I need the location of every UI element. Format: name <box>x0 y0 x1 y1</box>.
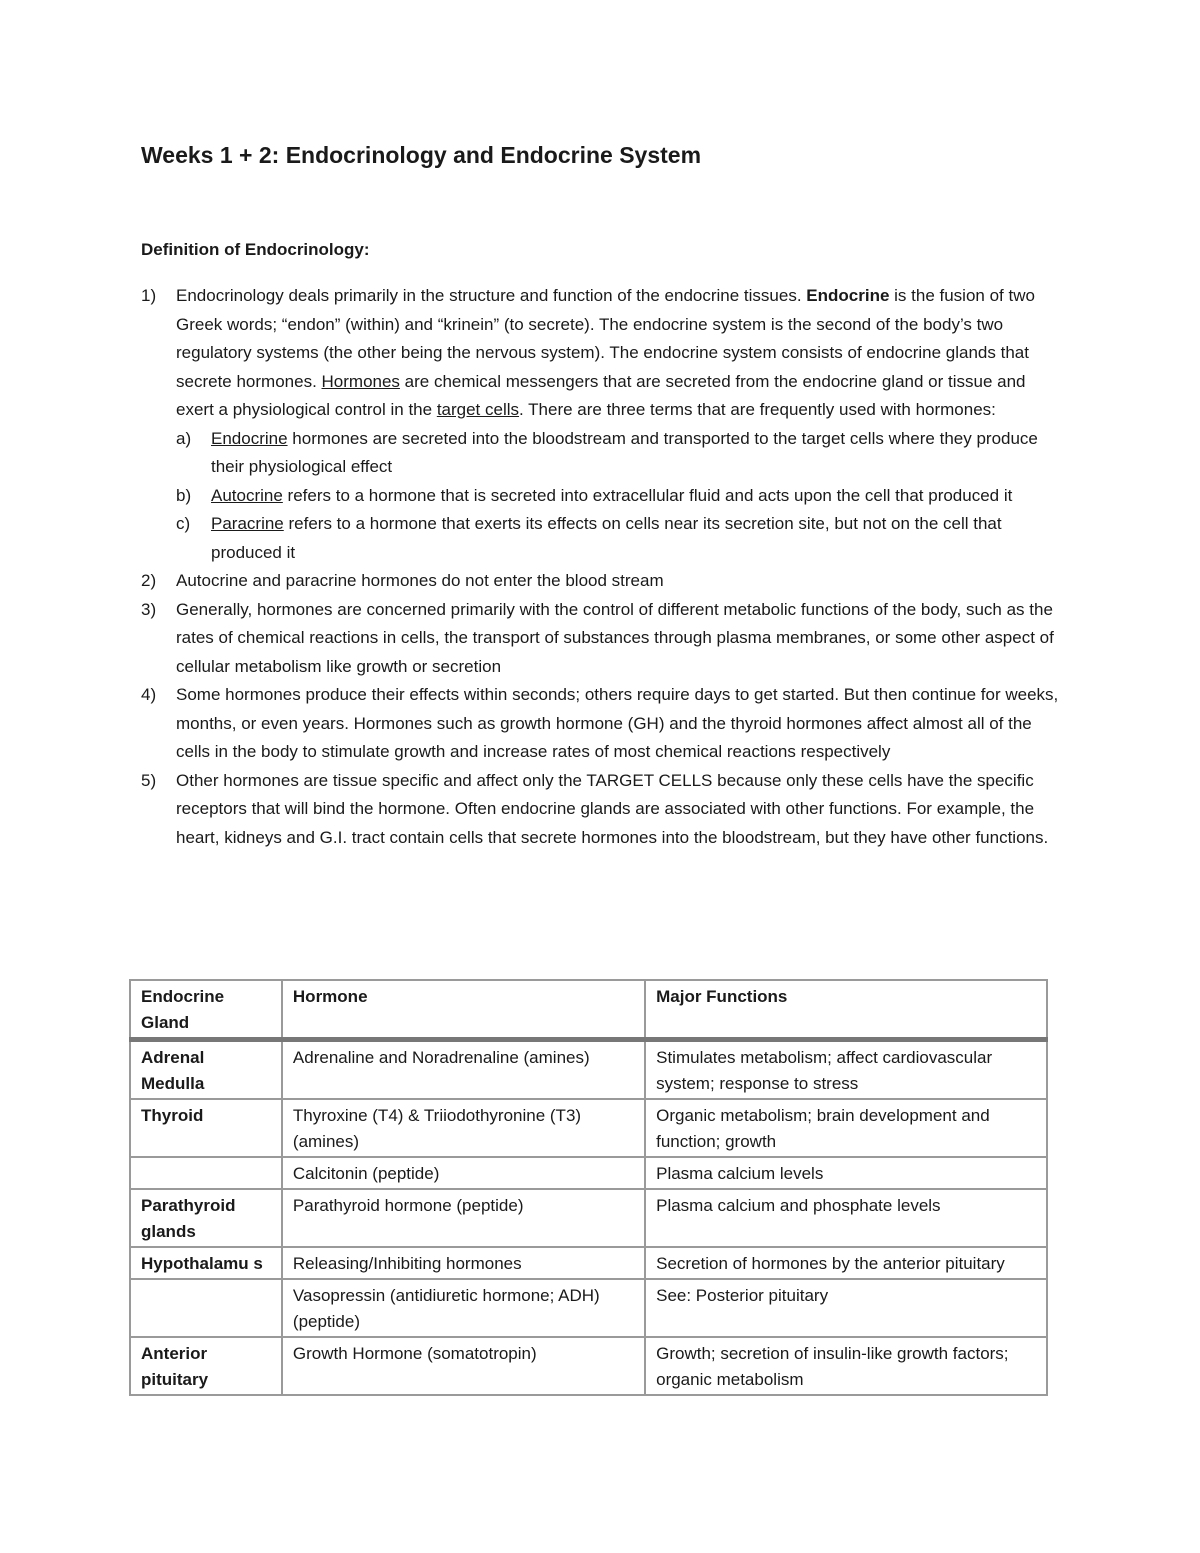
list-item-1 <box>141 282 1061 567</box>
definition-heading: Definition of Endocrinology: <box>141 240 370 259</box>
table-row <box>130 1279 1047 1337</box>
sub-text: refers to a hormone that exerts its effects on cells near its secretion site, but not on the cell that produced it <box>211 514 1002 562</box>
list-number: 3) <box>141 599 157 619</box>
gland-cell <box>130 1157 282 1189</box>
gland-cell: Thyroid <box>130 1099 282 1157</box>
sub-letter: a) <box>176 428 192 448</box>
hormone-cell: Growth Hormone (somatotropin) <box>282 1337 645 1395</box>
paragraph-text: Autocrine and paracrine hormones do not enter the blood stream <box>176 571 664 590</box>
list-number: 2) <box>141 571 157 590</box>
hormone-cell: Releasing/Inhibiting hormones <box>282 1247 645 1279</box>
term-paracrine: Paracrine <box>211 514 284 533</box>
sub-letter: b) <box>176 485 192 505</box>
table-row <box>130 1189 1047 1247</box>
paragraph-text: are chemical messengers that are secreted from the endocrine gland or tissue and exert a physiological control in the <box>176 371 1026 419</box>
endocrine-table <box>129 979 1048 1396</box>
table-row <box>130 1099 1047 1157</box>
gland-cell: Anterior pituitary <box>130 1337 282 1395</box>
table-header-row <box>130 980 1047 1040</box>
function-cell: See: Posterior pituitary <box>645 1279 1047 1337</box>
list-item-5 <box>141 767 1061 853</box>
term-target-cells: target cells <box>436 400 520 419</box>
term-endocrine-hormones: Endocrine <box>211 428 288 448</box>
header-major-functions: Major Functions <box>645 980 1047 1040</box>
paragraph-text: Generally, hormones are concerned primarily with the control of different metabolic functions of the body, such as the rates of chemical reactions in cells, the transport of substances through plasma membranes, or some other aspect of cellular metabolism like growth or secretion <box>176 599 1054 676</box>
gland-cell: Adrenal Medulla <box>130 1040 282 1100</box>
table-row <box>130 1157 1047 1189</box>
sub-text: refers to a hormone that is secreted into extracellular fluid and acts upon the cell that produced it <box>282 485 1013 505</box>
header-hormone: Hormone <box>282 980 645 1040</box>
table-row <box>130 1247 1047 1279</box>
list-number: 5) <box>141 770 157 790</box>
gland-cell: Hypothalamu s <box>130 1247 282 1279</box>
header-endocrine-gland: Endocrine Gland <box>130 980 282 1040</box>
sub-text: hormones are secreted into the bloodstream and transported to the target cells where they produce their physiological effect <box>211 428 1038 476</box>
gland-cell <box>130 1279 282 1337</box>
page-title: Weeks 1 + 2: Endocrinology and Endocrine System <box>141 142 702 168</box>
paragraph-text: Other hormones are tissue specific and affect only the TARGET CELLS because only these cells have the specific receptors that will bind the hormone. Often endocrine glands are associated with other functions. For example, the heart, kidneys and G.I. tract contain cells that secrete hormones into the bloodstream, but they have other functions. <box>176 770 1049 847</box>
hormone-cell: Vasopressin (antidiuretic hormone; ADH) (peptide) <box>282 1279 645 1337</box>
sub-item-a <box>176 425 1061 482</box>
function-cell: Plasma calcium levels <box>645 1157 1047 1189</box>
paragraph-text: is the fusion of two Greek words; “endon” (within) and “krinein” (to secrete). The endocrine system is the second of the body’s two regulatory systems (the other being the nervous system). The endocrine system consists of endocrine glands that secrete hormones. <box>176 286 1035 391</box>
function-cell: Plasma calcium and phosphate levels <box>645 1189 1047 1247</box>
sub-item-c <box>176 510 1061 567</box>
hormone-cell: Adrenaline and Noradrenaline (amines) <box>282 1040 645 1100</box>
function-cell: Stimulates metabolism; affect cardiovascular system; response to stress <box>645 1040 1047 1100</box>
term-autocrine: Autocrine <box>211 485 283 505</box>
table-row <box>130 1337 1047 1395</box>
paragraph-text: Some hormones produce their effects within seconds; others require days to get started. But then continue for weeks, months, or even years. Hormones such as growth hormone (GH) and the thyroid hormones affect almost all of the cells in the body to stimulate growth and increase rates of most chemical reactions respectively <box>176 685 1059 761</box>
list-item-2 <box>141 567 1061 596</box>
sub-letter: c) <box>176 514 191 533</box>
list-number: 1) <box>141 286 157 305</box>
function-cell: Growth; secretion of insulin-like growth factors; organic metabolism <box>645 1337 1047 1395</box>
term-endocrine: Endocrine <box>806 286 890 305</box>
function-cell: Secretion of hormones by the anterior pituitary <box>645 1247 1047 1279</box>
paragraph-text: Endocrinology deals primarily in the structure and function of the endocrine tissues. <box>176 286 807 305</box>
term-hormones: Hormones <box>321 371 400 391</box>
definition-list <box>141 282 1061 852</box>
list-number: 4) <box>141 685 157 704</box>
sub-item-b <box>176 482 1061 511</box>
table-row <box>130 1040 1047 1100</box>
paragraph-text: . There are three terms that are frequently used with hormones: <box>519 400 996 419</box>
hormone-cell: Parathyroid hormone (peptide) <box>282 1189 645 1247</box>
list-item-4 <box>141 681 1061 767</box>
hormone-cell: Thyroxine (T4) & Triiodothyronine (T3) (amines) <box>282 1099 645 1157</box>
hormone-cell: Calcitonin (peptide) <box>282 1157 645 1189</box>
function-cell: Organic metabolism; brain development and function; growth <box>645 1099 1047 1157</box>
list-item-3 <box>141 596 1061 682</box>
gland-cell: Parathyroid glands <box>130 1189 282 1247</box>
